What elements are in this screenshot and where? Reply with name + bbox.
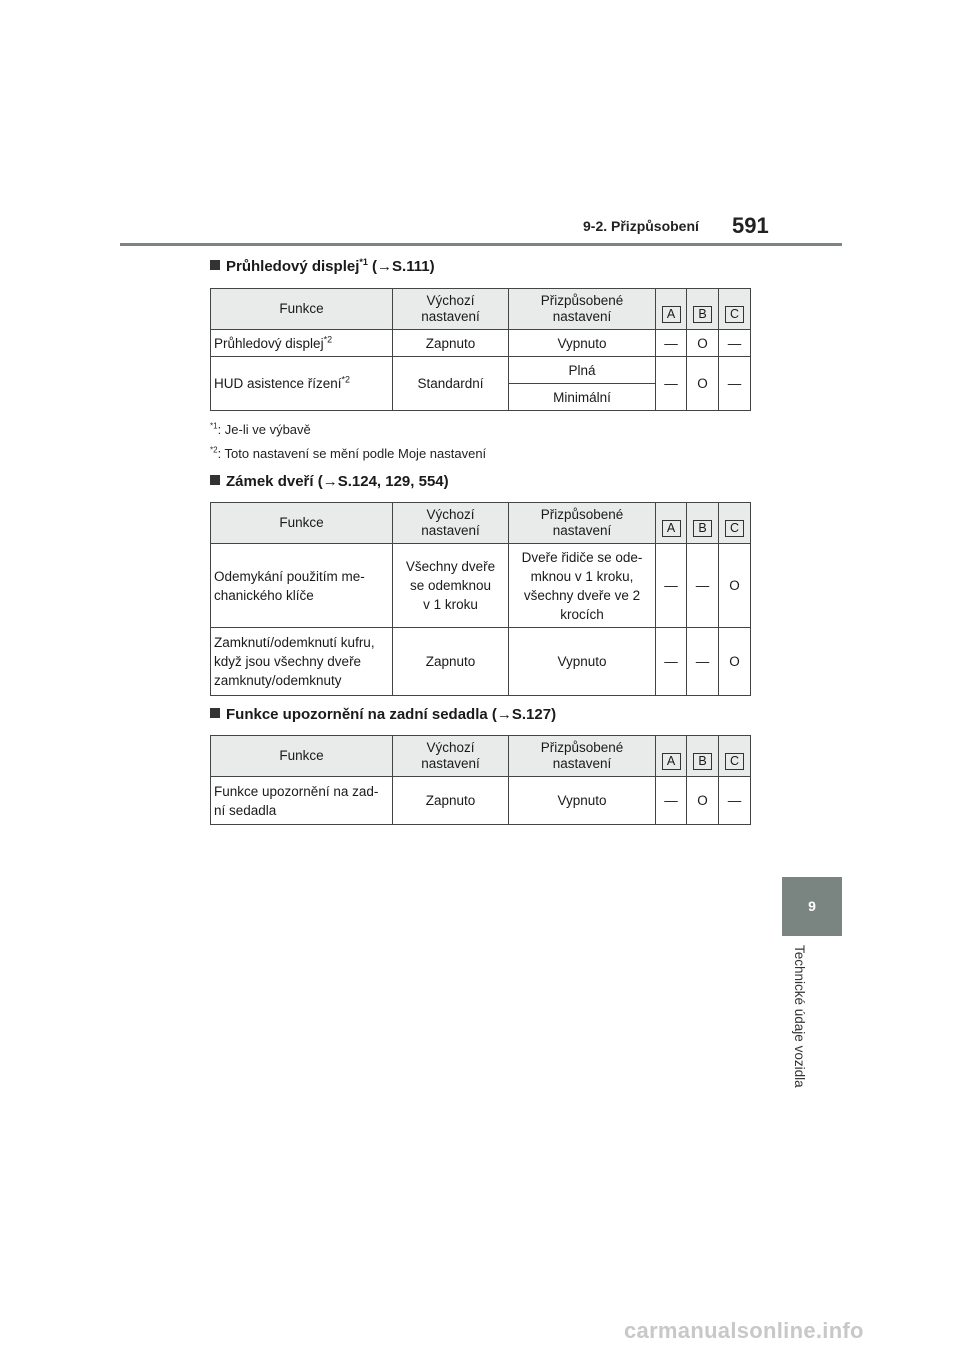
page-number: 591 <box>732 213 769 238</box>
cell-b: — <box>687 544 719 628</box>
cell-c: — <box>719 330 751 357</box>
settings-table-door-lock <box>210 502 751 696</box>
watermark: carmanualsonline.info <box>624 1318 864 1343</box>
table-row <box>211 357 751 384</box>
cell-prizpusobene: Vypnuto <box>509 330 656 357</box>
letter-c-icon: C <box>725 520 744 537</box>
cell-c: — <box>719 777 751 825</box>
cell-vychozi: Standardní <box>393 357 509 411</box>
section-title: 9-2. Přizpůsobení <box>583 218 699 234</box>
cell-a: — <box>656 357 687 411</box>
col-header-c <box>719 289 751 330</box>
settings-table-rear-seat <box>210 735 751 825</box>
cell-prizpusobene: Vypnuto <box>509 628 656 696</box>
section-heading-door-lock: Zámek dveří (→S.124, 129, 554) <box>210 473 449 490</box>
col-header-vychozi: Výchozí nastavení <box>393 736 509 777</box>
cell-prizpusobene: Vypnuto <box>509 777 656 825</box>
cell-a: — <box>656 544 687 628</box>
cell-b: O <box>687 330 719 357</box>
col-header-funkce: Funkce <box>211 289 393 330</box>
col-header-c <box>719 736 751 777</box>
cell-vychozi: Zapnuto <box>393 628 509 696</box>
cell-b: O <box>687 357 719 411</box>
cell-b: O <box>687 777 719 825</box>
bullet-square-icon <box>210 260 220 270</box>
settings-table-hud <box>210 288 751 411</box>
cell-prizpusobene: Plná <box>509 357 656 384</box>
col-header-b <box>687 736 719 777</box>
letter-b-icon: B <box>693 306 712 323</box>
cell-funkce: HUD asistence řízení$^{*2}$ <box>211 357 393 411</box>
page-reference-link[interactable]: (→S.127) <box>487 706 557 723</box>
letter-c-icon: C <box>725 753 744 770</box>
table-row <box>211 628 751 696</box>
letter-a-icon: A <box>662 753 681 770</box>
table-header-row <box>211 736 751 777</box>
letter-b-icon: B <box>693 520 712 537</box>
col-header-vychozi: Výchozí nastavení <box>393 503 509 544</box>
letter-a-icon: A <box>662 306 681 323</box>
section-heading-hud: Průhledový displej$^{*1}$ (→S.111) <box>210 258 435 275</box>
col-header-vychozi: Výchozí nastavení <box>393 289 509 330</box>
cell-funkce: Funkce upozornění na zad- ní sedadla <box>211 777 393 825</box>
footnote-2: $^{*2}$: Toto nastavení se mění podle Moje nastavení <box>210 445 487 461</box>
cell-vychozi: Všechny dveře se odemknou v 1 kroku <box>393 544 509 628</box>
cell-prizpusobene-alt: Minimální <box>509 384 656 411</box>
col-header-a <box>656 736 687 777</box>
table-row <box>211 330 751 357</box>
cell-a: — <box>656 330 687 357</box>
cell-funkce: Zamknutí/odemknutí kufru, když jsou všechny dveře zamknuty/odemknuty <box>211 628 393 696</box>
cell-vychozi: Zapnuto <box>393 330 509 357</box>
col-header-a <box>656 289 687 330</box>
col-header-b <box>687 503 719 544</box>
col-header-a <box>656 503 687 544</box>
cell-a: — <box>656 777 687 825</box>
table-row <box>211 544 751 628</box>
col-header-funkce: Funkce <box>211 503 393 544</box>
col-header-prizpusobene: Přizpůsobené nastavení <box>509 289 656 330</box>
letter-c-icon: C <box>725 306 744 323</box>
page-reference-link[interactable]: (→S.124, 129, 554) <box>313 473 449 490</box>
cell-c: — <box>719 357 751 411</box>
cell-vychozi: Zapnuto <box>393 777 509 825</box>
page-reference-link[interactable]: (→S.111) <box>367 258 435 275</box>
bullet-square-icon <box>210 475 220 485</box>
table-header-row <box>211 289 751 330</box>
cell-funkce: Průhledový displej$^{*2}$ <box>211 330 393 357</box>
letter-b-icon: B <box>693 753 712 770</box>
header-rule <box>120 243 842 246</box>
letter-a-icon: A <box>662 520 681 537</box>
cell-c: O <box>719 628 751 696</box>
cell-a: — <box>656 628 687 696</box>
section-heading-rear-seat: Funkce upozornění na zadní sedadla (→S.127) <box>210 706 556 723</box>
cell-b: — <box>687 628 719 696</box>
col-header-prizpusobene: Přizpůsobené nastavení <box>509 736 656 777</box>
cell-c: O <box>719 544 751 628</box>
chapter-tab: 9 <box>782 877 842 936</box>
col-header-c <box>719 503 751 544</box>
col-header-prizpusobene: Přizpůsobené nastavení <box>509 503 656 544</box>
footnote-1: $^{*1}$: Je-li ve výbavě <box>210 421 311 437</box>
bullet-square-icon <box>210 708 220 718</box>
cell-prizpusobene: Dveře řidiče se ode- mknou v 1 kroku, všechny dveře ve 2 krocích <box>509 544 656 628</box>
table-header-row <box>211 503 751 544</box>
cell-funkce: Odemykání použitím me- chanického klíče <box>211 544 393 628</box>
table-row <box>211 777 751 825</box>
col-header-funkce: Funkce <box>211 736 393 777</box>
chapter-tab-label: Technické údaje vozidla <box>792 945 807 1088</box>
col-header-b <box>687 289 719 330</box>
